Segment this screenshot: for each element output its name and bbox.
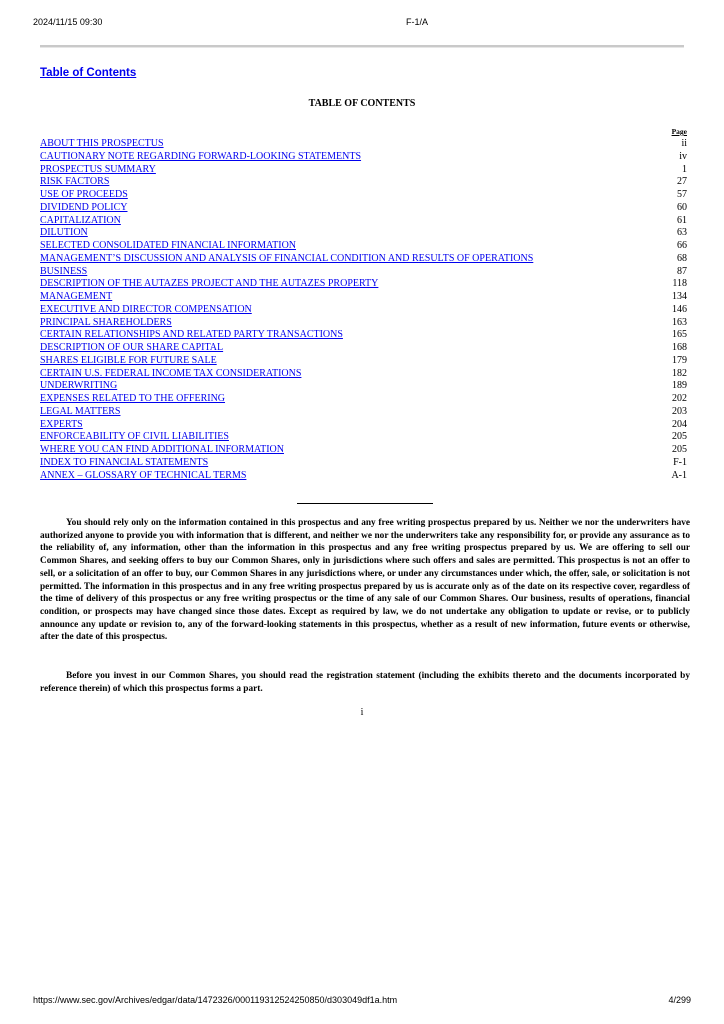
toc-row <box>40 444 687 457</box>
toc-row <box>40 406 687 419</box>
toc-entry-link[interactable]: EXECUTIVE AND DIRECTOR COMPENSATION <box>40 303 252 315</box>
toc-page-number: 204 <box>672 418 687 430</box>
toc-entry-link[interactable]: DIVIDEND POLICY <box>40 201 128 213</box>
print-url: https://www.sec.gov/Archives/edgar/data/1472326/000119312524250850/d303049df1a.htm <box>33 995 398 1005</box>
toc-entry-link[interactable]: MANAGEMENT’S DISCUSSION AND ANALYSIS OF FINANCIAL CONDITION AND RESULTS OF OPERATIONS <box>40 252 534 264</box>
toc-entry-link[interactable]: WHERE YOU CAN FIND ADDITIONAL INFORMATION <box>40 444 284 455</box>
toc-row <box>40 202 687 215</box>
toc-row <box>40 240 687 253</box>
toc-list <box>40 138 687 482</box>
toc-row <box>40 189 687 202</box>
toc-entry-link[interactable]: CERTAIN RELATIONSHIPS AND RELATED PARTY TRANSACTIONS <box>40 329 343 341</box>
toc-entry-link[interactable]: ANNEX – GLOSSARY OF TECHNICAL TERMS <box>40 469 247 481</box>
toc-page-number: iv <box>679 150 687 162</box>
toc-page-number: ii <box>681 138 687 149</box>
toc-row <box>40 431 687 444</box>
toc-row <box>40 470 687 483</box>
disclaimer-paragraph: You should rely only on the information contained in this prospectus and any free writing prospectus prepared by us. Neither we nor the underwriters have authorized anyone to provide you with information that is different, and neither we nor the underwriters take any responsibility for, or provide any assurance as to the reliability of, any information, other than the information in this prospectus and any free writing prospectus prepared by us. We are offering to sell our Common Shares, and seeking offers to buy our Common Shares, only in jurisdictions where such offers and sales are permitted. This prospectus is not an offer to sell, or a solicitation of an offer to buy, our Common Shares in any jurisdictions where, or under any circumstances under which, the offer, sale, or solicitation is not permitted. The information in this prospectus and in any free writing prospectus prepared by us is accurate only as of the date on its respective cover, regardless of the time of delivery of this prospectus or any free writing prospectus or the time of any sale of our Common Shares. Our business, results of operations, financial condition, or prospects may have changed since those dates. Except as required by law, we do not undertake any obligation to update or revise, or to publicly announce any update or revision to, any of the forward-looking statements in this prospectus, whether as a result of new information, future events or otherwise, after the date of this prospectus. <box>40 518 690 643</box>
toc-page-number: 134 <box>672 291 687 302</box>
toc-page-number: 61 <box>677 214 687 226</box>
toc-page-number: 27 <box>677 176 687 188</box>
toc-page-number: 146 <box>672 303 687 315</box>
toc-row <box>40 368 687 381</box>
toc-page-number: 57 <box>677 189 687 200</box>
toc-entry-link[interactable]: EXPERTS <box>40 418 83 430</box>
toc-page-number: 189 <box>672 380 687 392</box>
toc-page-number: 205 <box>672 444 687 455</box>
toc-page-number: 60 <box>677 201 687 213</box>
toc-row <box>40 138 687 151</box>
toc-page-number: 202 <box>672 393 687 404</box>
toc-entry-link[interactable]: SHARES ELIGIBLE FOR FUTURE SALE <box>40 354 217 366</box>
toc-page-number: 163 <box>672 316 687 328</box>
print-header <box>0 17 724 31</box>
toc-row <box>40 355 687 368</box>
registration-paragraph: Before you invest in our Common Shares, you should read the registration statement (including the exhibits thereto and the documents incorporated by reference therein) of which this prospectus forms a part. <box>40 671 690 694</box>
toc-row <box>40 304 687 317</box>
toc-entry-link[interactable]: BUSINESS <box>40 265 88 277</box>
section-divider <box>297 503 433 504</box>
toc-row <box>40 253 687 266</box>
page-title: TABLE OF CONTENTS <box>308 98 416 109</box>
toc-entry-link[interactable]: UNDERWRITING <box>40 380 118 392</box>
toc-row <box>40 457 687 470</box>
toc-entry-link[interactable]: DESCRIPTION OF THE AUTAZES PROJECT AND THE AUTAZES PROPERTY <box>40 278 379 290</box>
toc-page-number: 1 <box>682 163 687 175</box>
toc-entry-link[interactable]: DILUTION <box>40 227 88 239</box>
toc-row <box>40 419 687 432</box>
toc-entry-link[interactable]: RISK FACTORS <box>40 176 110 188</box>
toc-row <box>40 151 687 164</box>
toc-page-number: F-1 <box>673 456 687 468</box>
print-page-count: 4/299 <box>668 995 691 1005</box>
toc-page-number: 168 <box>672 342 687 353</box>
toc-entry-link[interactable]: EXPENSES RELATED TO THE OFFERING <box>40 393 226 404</box>
toc-entry-link[interactable]: DESCRIPTION OF OUR SHARE CAPITAL <box>40 342 224 353</box>
toc-page-number: 165 <box>672 329 687 341</box>
toc-page-number: 205 <box>672 431 687 443</box>
toc-page-number: 63 <box>677 227 687 239</box>
toc-entry-link[interactable]: SELECTED CONSOLIDATED FINANCIAL INFORMATION <box>40 240 297 251</box>
toc-row <box>40 266 687 279</box>
toc-page-number: A-1 <box>671 469 687 481</box>
toc-row <box>40 342 687 355</box>
toc-page-number: 66 <box>677 240 687 251</box>
toc-page-number: 118 <box>672 278 687 290</box>
toc-row <box>40 164 687 177</box>
toc-row <box>40 176 687 189</box>
toc-entry-link[interactable]: LEGAL MATTERS <box>40 405 121 417</box>
toc-row <box>40 215 687 228</box>
top-divider <box>40 45 684 48</box>
toc-entry-link[interactable]: CAPITALIZATION <box>40 214 121 226</box>
toc-row <box>40 291 687 304</box>
print-datetime: 2024/11/15 09:30 <box>33 17 103 27</box>
toc-entry-link[interactable]: MANAGEMENT <box>40 291 113 302</box>
toc-page-number: 87 <box>677 265 687 277</box>
toc-page-number: 182 <box>672 367 687 379</box>
toc-entry-link[interactable]: CERTAIN U.S. FEDERAL INCOME TAX CONSIDERATIONS <box>40 367 302 379</box>
toc-page-number: 68 <box>677 252 687 264</box>
print-footer <box>0 995 724 1009</box>
toc-page-number: 179 <box>672 354 687 366</box>
page-column-header: Page <box>671 127 687 136</box>
toc-page-number: 203 <box>672 405 687 417</box>
toc-row <box>40 227 687 240</box>
toc-entry-link[interactable]: PROSPECTUS SUMMARY <box>40 163 156 175</box>
toc-entry-link[interactable]: PRINCIPAL SHAREHOLDERS <box>40 316 172 328</box>
toc-row <box>40 329 687 342</box>
toc-entry-link[interactable]: ABOUT THIS PROSPECTUS <box>40 138 164 149</box>
toc-row <box>40 278 687 291</box>
toc-entry-link[interactable]: USE OF PROCEEDS <box>40 189 128 200</box>
toc-entry-link[interactable]: CAUTIONARY NOTE REGARDING FORWARD-LOOKING STATEMENTS <box>40 150 362 162</box>
toc-row <box>40 317 687 330</box>
page-number: i <box>360 707 364 718</box>
toc-row <box>40 393 687 406</box>
print-doc-code: F-1/A <box>406 17 429 27</box>
toc-row <box>40 380 687 393</box>
toc-entry-link[interactable]: ENFORCEABILITY OF CIVIL LIABILITIES <box>40 431 229 443</box>
toc-entry-link[interactable]: INDEX TO FINANCIAL STATEMENTS <box>40 456 209 468</box>
table-of-contents-link[interactable]: Table of Contents <box>40 67 137 79</box>
